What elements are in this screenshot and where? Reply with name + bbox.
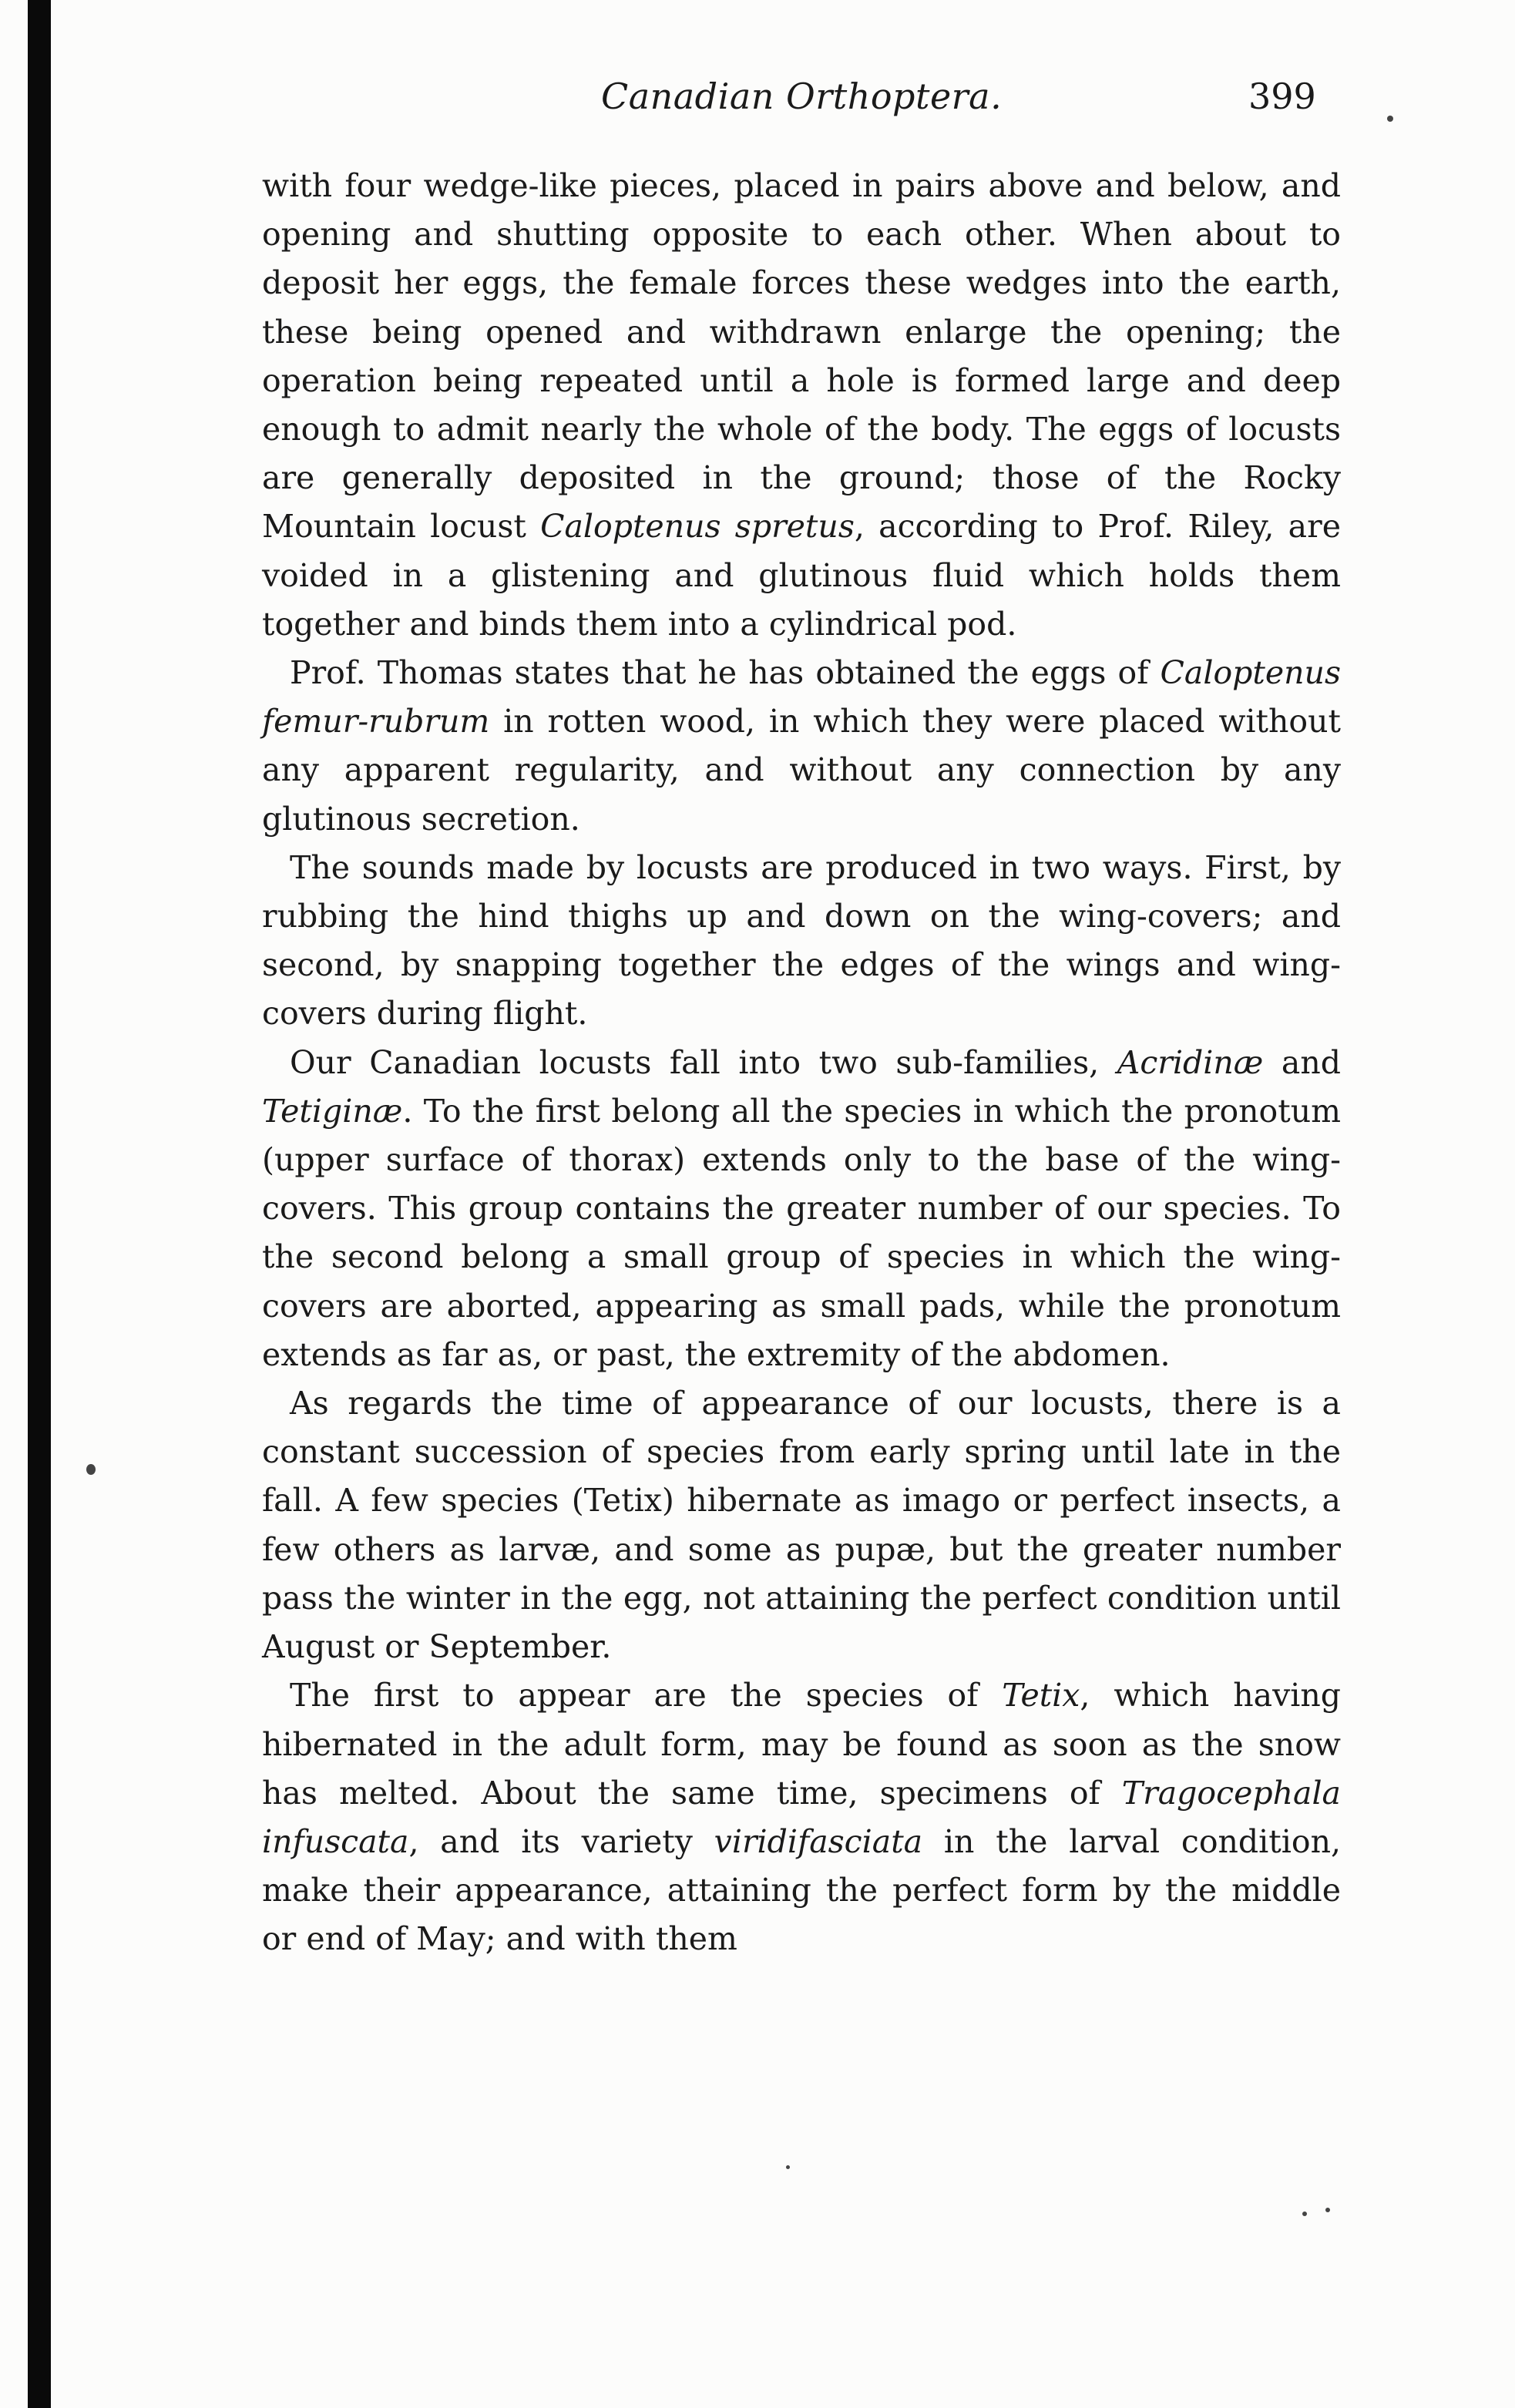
text-run: in the larval condition, make their appearance, attaining the perfect form by the middle or end of May; and with them (262, 1822, 1342, 1958)
paragraph (262, 649, 1341, 844)
text-run: Prof. Thomas states that he has obtained the eggs of (290, 654, 1161, 692)
paragraph (262, 1671, 1341, 1963)
scan-binding-edge (28, 0, 51, 2408)
text-run: in rotten wood, in which they were placed without any apparent regularity, and without any connection by any glutinous secretion. (262, 703, 1341, 838)
italic-text: Caloptenus femur-rubrum (262, 654, 1341, 741)
paragraph (262, 1379, 1341, 1671)
ink-speck (1325, 2208, 1330, 2212)
italic-text: Tetix (1002, 1677, 1080, 1714)
italic-text: Caloptenus spretus (540, 508, 855, 546)
text-run: and (1263, 1043, 1341, 1081)
text-run: The first to appear are the species of (290, 1677, 1003, 1714)
page-number: 399 (1248, 76, 1316, 117)
text-run: with four wedge-like pieces, placed in pairs above and below, and opening and shutting opposite to each other. When about to deposit her eggs, the female forces these wedges into the earth, these being opened and withdrawn enlarge the opening; the operation being repeated until a hole is formed large and deep enough to admit nearly the whole of the body. The eggs of locusts are generally deposited in the ground; those of the Rocky Mountain locust (262, 167, 1341, 546)
italic-text: Acridinæ (1117, 1043, 1264, 1081)
paragraph (262, 1039, 1341, 1379)
running-title: Canadian Orthoptera. (601, 76, 1003, 117)
italic-text: viridifasciata (714, 1822, 923, 1860)
text-run: , and its variety (408, 1822, 714, 1860)
ink-speck (86, 1464, 96, 1475)
text-run: . To the first belong all the species in which the pronotum (upper surface of thorax) extends only to the base of the wing-covers. This group contains the greater number of our species. To the second belong a small group of species in which the wing-covers are aborted, appearing as small pads, while the pronotum extends as far as, or past, the extremity of the abdomen. (262, 1092, 1341, 1373)
text-run: The sounds made by locusts are produced in two ways. First, by rubbing the hind thighs up and down on the wing-covers; and second, by snapping together the edges of the wings and wing-covers during flight. (262, 848, 1341, 1033)
body-text (262, 162, 1341, 1964)
text-run: , which having hibernated in the adult form, may be found as soon as the snow has melted. About the same time, specimens of (262, 1677, 1341, 1812)
paragraph (262, 162, 1341, 649)
italic-text: Tetiginæ (262, 1092, 403, 1130)
text-run: Our Canadian locusts fall into two sub-families, (290, 1043, 1117, 1081)
text-run: As regards the time of appearance of our locusts, there is a constant succession of species from early spring until late in the fall. A few species (Tetix) hibernate as imago or perfect insects, a few others as larvæ, and some as pupæ, but the greater number pass the winter in the egg, not attaining the perfect condition until August or September. (262, 1385, 1341, 1666)
page-header (262, 76, 1341, 137)
ink-speck (786, 2165, 790, 2169)
ink-speck (1302, 2212, 1307, 2216)
italic-text: Tragocephala infuscata (262, 1774, 1341, 1860)
text-run: , according to Prof. Riley, are voided in a glistening and glutinous fluid which holds them together and binds them into a cylindrical pod. (262, 508, 1341, 643)
paragraph (262, 844, 1341, 1039)
ink-speck (1387, 116, 1393, 122)
